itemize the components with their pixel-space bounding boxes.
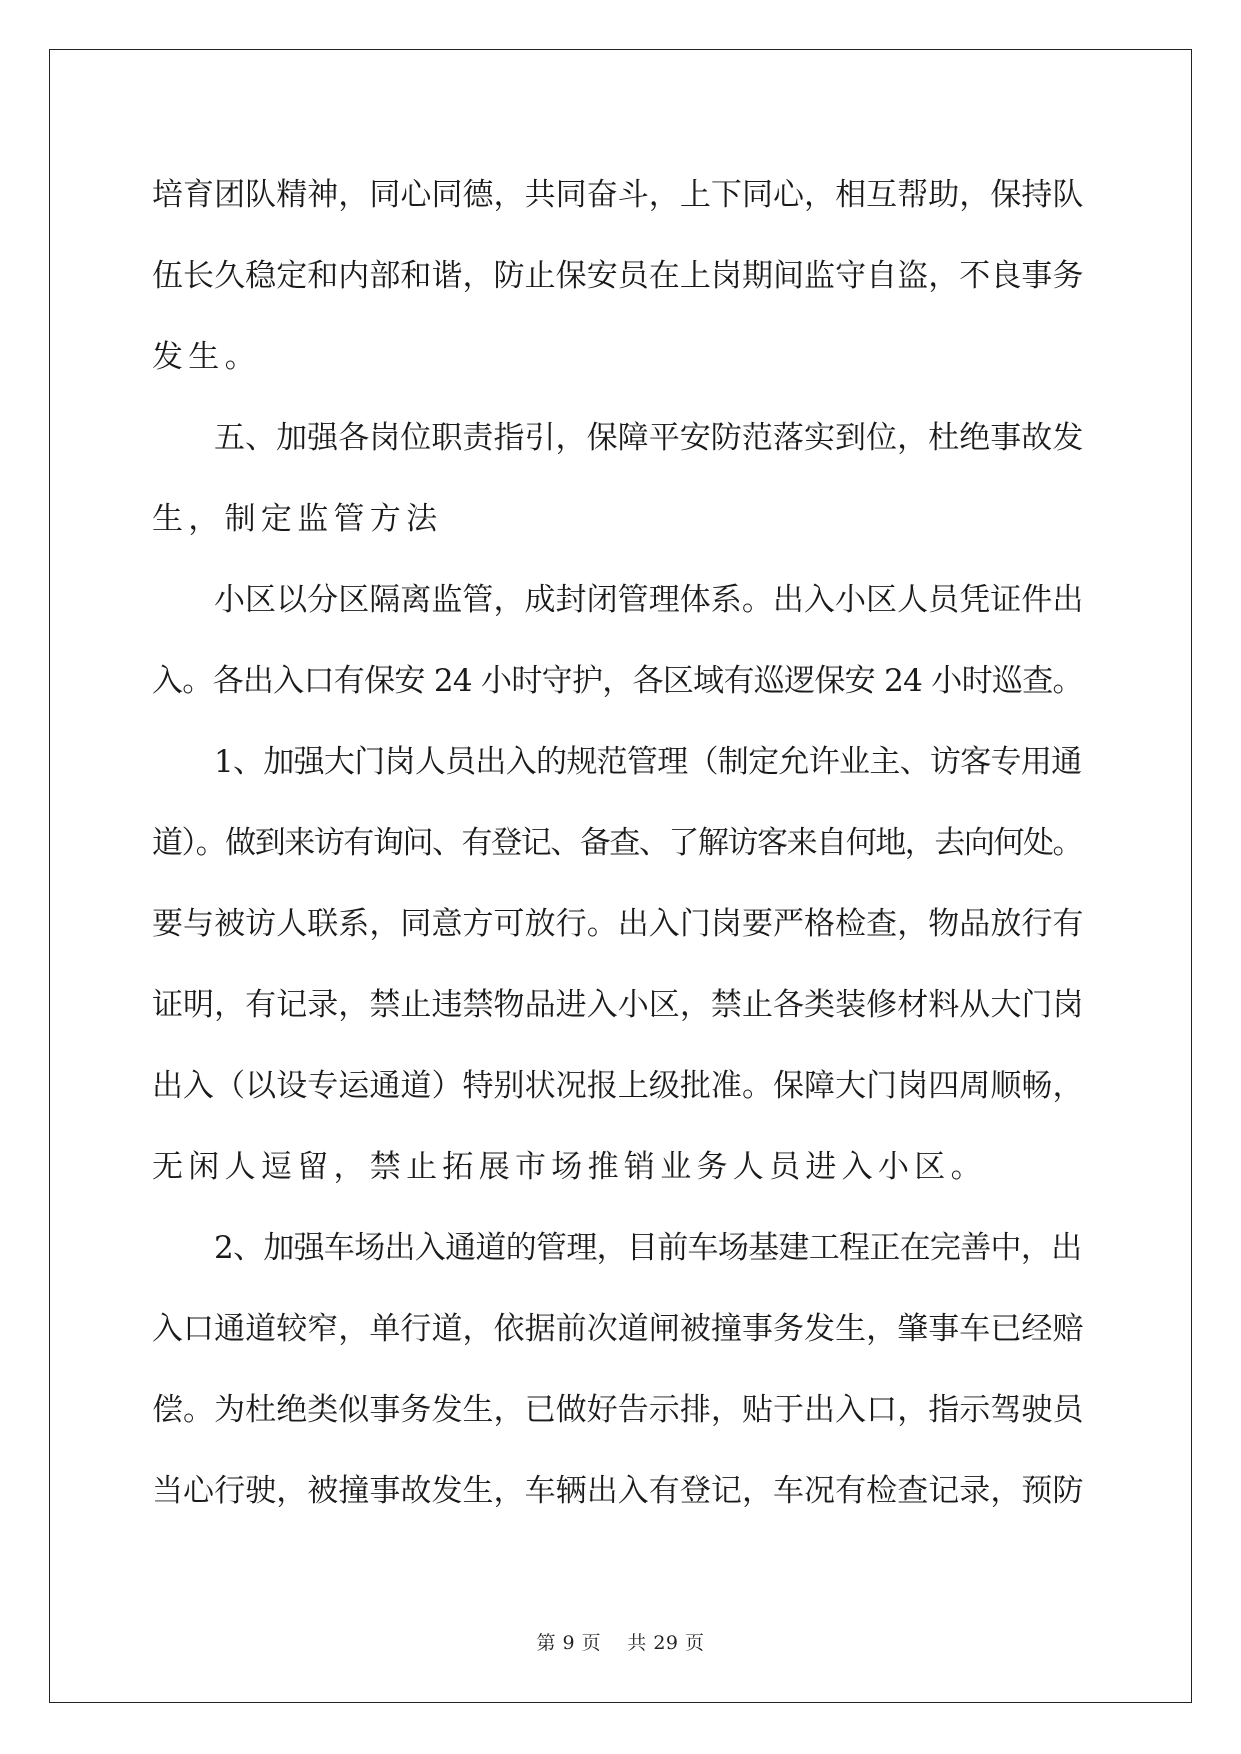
paragraph-block [152,155,1088,1532]
text-line: 小区以分区隔离监管，成封闭管理体系。出入小区人员凭证件出 [214,582,1084,618]
text-line: 发生。 [152,339,261,375]
text-line: 五、加强各岗位职责指引，保障平安防范落实到位，杜绝事故发 [214,420,1084,456]
text-line: 道）。做到来访有询问、有登记、备查、了解访客来自何地，去向何处。 [152,825,1083,861]
text-line: 2、加强车场出入通道的管理，目前车场基建工程正在完善中，出 [214,1230,1082,1266]
text-line: 偿。为杜绝类似事务发生，已做好告示排，贴于出入口，指示驾驶员 [152,1392,1084,1428]
document-body [152,155,1088,1532]
text-line: 入。各出入口有保安 24 小时守护，各区域有巡逻保安 24 小时巡查。 [152,663,1083,699]
text-line: 培育团队精神，同心同德，共同奋斗，上下同心，相互帮助，保持队 [152,177,1084,213]
text-line: 无闲人逗留，禁止拓展市场推销业务人员进入小区。 [152,1149,987,1185]
text-line: 1、加强大门岗人员出入的规范管理（制定允许业主、访客专用通 [214,744,1082,780]
page-number: 第 9 页 [536,1632,602,1654]
text-line: 当心行驶，被撞事故发生，车辆出入有登记，车况有检查记录，预防 [152,1473,1084,1509]
text-line: 生，制定监管方法 [152,501,443,537]
text-line: 出入（以设专运通道）特别状况报上级批准。保障大门岗四周顺畅， [152,1068,1084,1104]
page-total: 共 29 页 [627,1632,705,1654]
text-line: 伍长久稳定和内部和谐，防止保安员在上岗期间监守自盗，不良事务 [152,258,1084,294]
text-line: 要与被访人联系，同意方可放行。出入门岗要严格检查，物品放行有 [152,906,1084,942]
page-footer [0,1628,1241,1655]
text-line: 入口通道较窄，单行道，依据前次道闸被撞事务发生，肇事车已经赔 [152,1311,1084,1347]
text-line: 证明，有记录，禁止违禁物品进入小区，禁止各类装修材料从大门岗 [152,987,1084,1023]
